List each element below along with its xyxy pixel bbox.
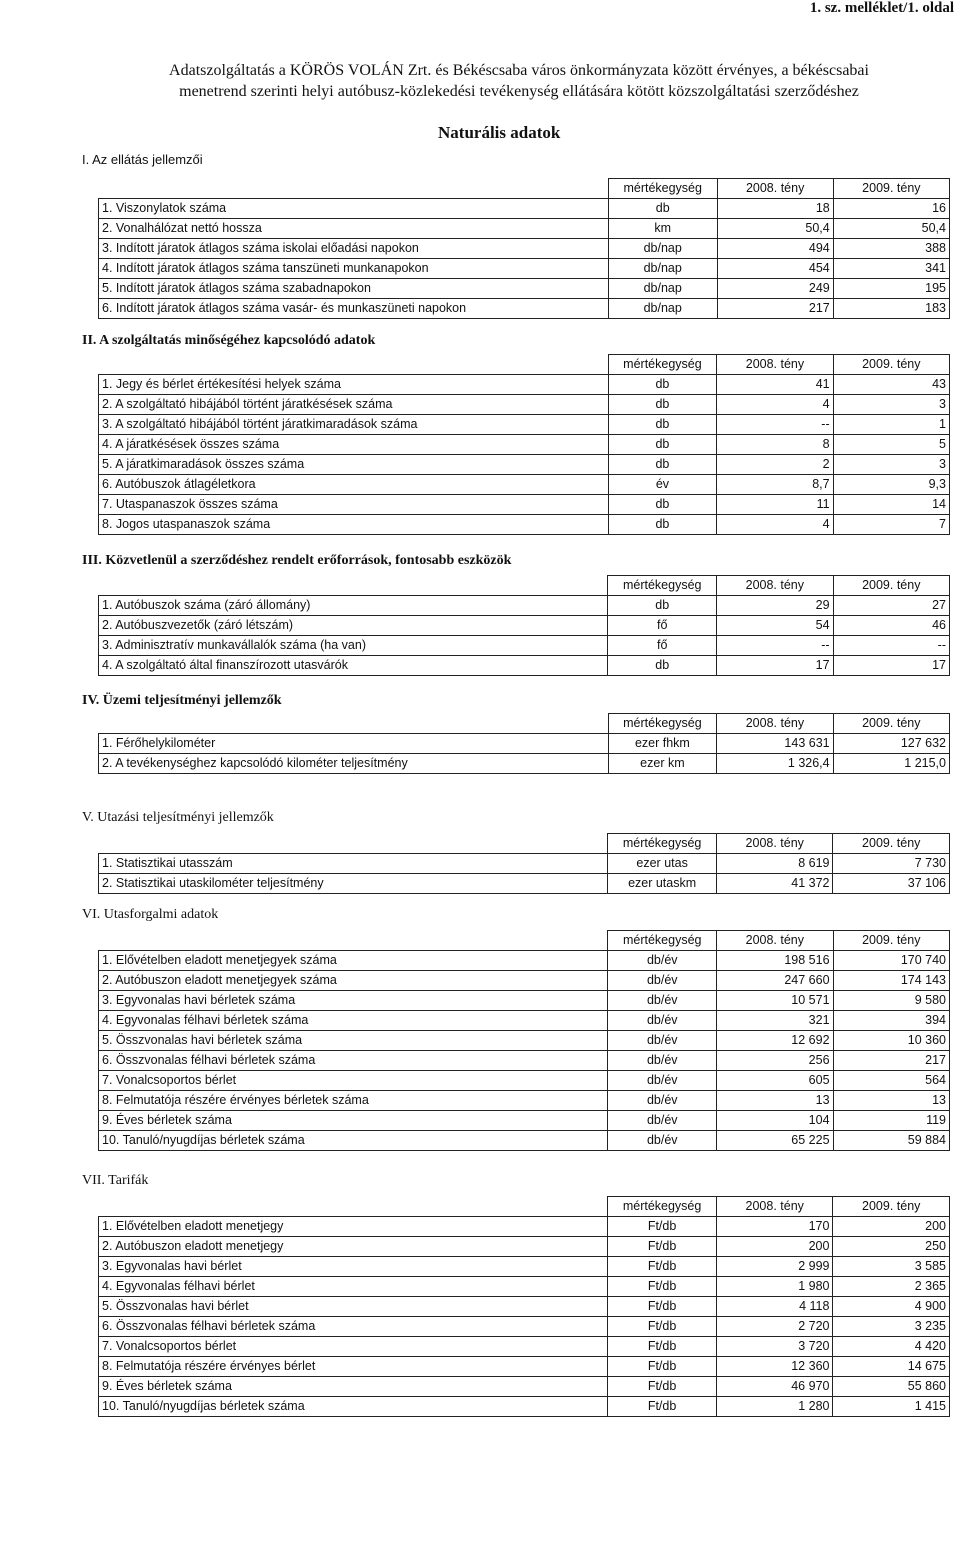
row-label: 3. Indított járatok átlagos száma iskolai előadási napokon xyxy=(99,239,609,259)
table-row xyxy=(99,971,950,991)
row-label: 5. Indított járatok átlagos száma szabadnapokon xyxy=(99,279,609,299)
header-spacer xyxy=(99,355,609,375)
value-2008: 10 571 xyxy=(717,991,833,1011)
header-unit: mértékegység xyxy=(608,576,717,596)
header-2008: 2008. tény xyxy=(717,179,833,199)
data-table xyxy=(98,1196,950,1417)
value-2009: 9,3 xyxy=(833,475,949,495)
value-2008: 12 360 xyxy=(716,1357,833,1377)
value-2008: 46 970 xyxy=(716,1377,833,1397)
row-label: 4. Egyvonalas félhavi bérlet xyxy=(99,1277,608,1297)
header-2008: 2008. tény xyxy=(717,576,833,596)
section-title: III. Közvetlenül a szerződéshez rendelt erőforrások, fontosabb eszközök xyxy=(82,553,512,568)
value-2008: 1 326,4 xyxy=(717,754,833,774)
table-header-row xyxy=(99,714,950,734)
row-unit: db xyxy=(608,455,717,475)
header-2009: 2009. tény xyxy=(833,714,949,734)
document-title xyxy=(84,60,954,102)
row-unit: db/év xyxy=(608,1111,717,1131)
row-label: 6. Összvonalas félhavi bérletek száma xyxy=(99,1317,608,1337)
header-2008: 2008. tény xyxy=(717,355,833,375)
row-unit: db/nap xyxy=(608,299,717,319)
table-row xyxy=(99,874,950,894)
value-2008: 454 xyxy=(717,259,833,279)
value-2008: 8 xyxy=(717,435,833,455)
value-2009: 9 580 xyxy=(833,991,949,1011)
value-2009: 217 xyxy=(833,1051,949,1071)
row-unit: db/nap xyxy=(608,239,717,259)
table-row xyxy=(99,279,950,299)
row-label: 9. Éves bérletek száma xyxy=(99,1377,608,1397)
table-row xyxy=(99,415,950,435)
header-spacer xyxy=(99,931,608,951)
row-unit: db/év xyxy=(608,1011,717,1031)
header-spacer xyxy=(99,576,608,596)
data-table xyxy=(98,930,950,1151)
row-unit: Ft/db xyxy=(608,1397,717,1417)
table-row xyxy=(99,1217,950,1237)
header-2009: 2009. tény xyxy=(833,1197,950,1217)
row-unit: db xyxy=(608,415,717,435)
table-row xyxy=(99,475,950,495)
table-row xyxy=(99,1277,950,1297)
value-2008: 256 xyxy=(717,1051,833,1071)
value-2008: 4 xyxy=(717,515,833,535)
value-2009: 46 xyxy=(833,616,949,636)
data-table xyxy=(98,575,950,676)
table-row xyxy=(99,299,950,319)
row-label: 7. Vonalcsoportos bérlet xyxy=(99,1071,608,1091)
value-2009: 16 xyxy=(833,199,949,219)
value-2008: 2 720 xyxy=(716,1317,833,1337)
row-label: 10. Tanuló/nyugdíjas bérletek száma xyxy=(99,1131,608,1151)
table-row xyxy=(99,199,950,219)
title-line-2: menetrend szerinti helyi autóbusz-közlekedési tevékenység ellátására kötött közszolgáltatási szerződéshez xyxy=(179,83,859,100)
header-unit: mértékegység xyxy=(608,834,717,854)
value-2008: 143 631 xyxy=(717,734,833,754)
header-2008: 2008. tény xyxy=(716,1197,833,1217)
header-2009: 2009. tény xyxy=(833,931,949,951)
table-row xyxy=(99,854,950,874)
table-row xyxy=(99,1091,950,1111)
data-table xyxy=(98,713,950,774)
row-unit: fő xyxy=(608,636,717,656)
table-row xyxy=(99,259,950,279)
header-2009: 2009. tény xyxy=(833,355,949,375)
row-unit: db xyxy=(608,435,717,455)
value-2008: 4 118 xyxy=(716,1297,833,1317)
row-label: 2. A tevékenységhez kapcsolódó kilométer teljesítmény xyxy=(99,754,609,774)
row-unit: Ft/db xyxy=(608,1217,717,1237)
value-2008: 29 xyxy=(717,596,833,616)
value-2009: 200 xyxy=(833,1217,950,1237)
row-label: 1. Viszonylatok száma xyxy=(99,199,609,219)
value-2008: 200 xyxy=(716,1237,833,1257)
row-label: 1. Jegy és bérlet értékesítési helyek száma xyxy=(99,375,609,395)
row-label: 6. Autóbuszok átlagéletkora xyxy=(99,475,609,495)
row-unit: db/év xyxy=(608,1091,717,1111)
table-row xyxy=(99,636,950,656)
value-2009: 1 215,0 xyxy=(833,754,949,774)
row-label: 6. Összvonalas félhavi bérletek száma xyxy=(99,1051,608,1071)
value-2008: 2 999 xyxy=(716,1257,833,1277)
table-row xyxy=(99,1111,950,1131)
data-table xyxy=(98,833,950,894)
row-label: 4. A szolgáltató által finanszírozott utasvárók xyxy=(99,656,608,676)
row-label: 8. Felmutatója részére érvényes bérletek száma xyxy=(99,1091,608,1111)
value-2009: 119 xyxy=(833,1111,949,1131)
table-row xyxy=(99,1297,950,1317)
data-table xyxy=(98,178,950,319)
value-2008: 8 619 xyxy=(717,854,833,874)
table-row xyxy=(99,1051,950,1071)
row-label: 4. A járatkésések összes száma xyxy=(99,435,609,455)
row-unit: ezer utas xyxy=(608,854,717,874)
value-2008: -- xyxy=(717,636,833,656)
header-unit: mértékegység xyxy=(608,931,717,951)
row-unit: ezer utaskm xyxy=(608,874,717,894)
row-label: 4. Egyvonalas félhavi bérletek száma xyxy=(99,1011,608,1031)
row-label: 2. Vonalhálózat nettó hossza xyxy=(99,219,609,239)
value-2009: 13 xyxy=(833,1091,949,1111)
row-label: 1. Elővételben eladott menetjegy xyxy=(99,1217,608,1237)
header-unit: mértékegység xyxy=(608,355,717,375)
header-2008: 2008. tény xyxy=(717,834,833,854)
row-label: 3. A szolgáltató hibájából történt járatkimaradások száma xyxy=(99,415,609,435)
header-2008: 2008. tény xyxy=(717,714,833,734)
row-label: 6. Indított járatok átlagos száma vasár- és munkaszüneti napokon xyxy=(99,299,609,319)
row-unit: ezer km xyxy=(608,754,717,774)
row-unit: db/év xyxy=(608,1071,717,1091)
value-2009: 50,4 xyxy=(833,219,949,239)
row-unit: db xyxy=(608,395,717,415)
value-2008: 3 720 xyxy=(716,1337,833,1357)
table-row xyxy=(99,1131,950,1151)
table-row xyxy=(99,239,950,259)
value-2009: 55 860 xyxy=(833,1377,950,1397)
row-label: 10. Tanuló/nyugdíjas bérletek száma xyxy=(99,1397,608,1417)
value-2008: 170 xyxy=(716,1217,833,1237)
row-unit: Ft/db xyxy=(608,1257,717,1277)
table-row xyxy=(99,596,950,616)
value-2009: 27 xyxy=(833,596,949,616)
value-2009: 394 xyxy=(833,1011,949,1031)
row-label: 2. Statisztikai utaskilométer teljesítmény xyxy=(99,874,608,894)
row-label: 1. Statisztikai utasszám xyxy=(99,854,608,874)
value-2008: 65 225 xyxy=(717,1131,833,1151)
value-2008: 41 372 xyxy=(717,874,833,894)
table-header-row xyxy=(99,834,950,854)
header-2008: 2008. tény xyxy=(717,931,833,951)
table-row xyxy=(99,656,950,676)
row-unit: db/nap xyxy=(608,259,717,279)
row-label: 2. Autóbuszon eladott menetjegy xyxy=(99,1237,608,1257)
value-2009: 3 585 xyxy=(833,1257,950,1277)
row-label: 2. Autóbuszon eladott menetjegyek száma xyxy=(99,971,608,991)
page-heading: Naturális adatok xyxy=(438,123,561,142)
table-row xyxy=(99,1257,950,1277)
row-label: 3. Egyvonalas havi bérletek száma xyxy=(99,991,608,1011)
value-2008: 54 xyxy=(717,616,833,636)
table-row xyxy=(99,1357,950,1377)
table-row xyxy=(99,1377,950,1397)
table-row xyxy=(99,1011,950,1031)
row-unit: db xyxy=(608,515,717,535)
value-2008: 41 xyxy=(717,375,833,395)
table-row xyxy=(99,1031,950,1051)
title-line-1: Adatszolgáltatás a KÖRÖS VOLÁN Zrt. és Békéscsaba város önkormányzata között érvényes, a békéscsabai xyxy=(169,62,869,79)
value-2008: 321 xyxy=(717,1011,833,1031)
table-row xyxy=(99,616,950,636)
row-unit: Ft/db xyxy=(608,1237,717,1257)
value-2008: 1 280 xyxy=(716,1397,833,1417)
value-2009: 3 xyxy=(833,455,949,475)
row-label: 5. A járatkimaradások összes száma xyxy=(99,455,609,475)
data-table xyxy=(98,354,950,535)
header-unit: mértékegység xyxy=(608,179,717,199)
value-2008: -- xyxy=(717,415,833,435)
value-2008: 11 xyxy=(717,495,833,515)
row-unit: Ft/db xyxy=(608,1377,717,1397)
row-unit: km xyxy=(608,219,717,239)
header-unit: mértékegység xyxy=(608,1197,717,1217)
row-label: 4. Indított járatok átlagos száma tanszüneti munkanapokon xyxy=(99,259,609,279)
row-unit: db/év xyxy=(608,1031,717,1051)
row-unit: db/év xyxy=(608,971,717,991)
section-title: II. A szolgáltatás minőségéhez kapcsolódó adatok xyxy=(82,333,376,348)
row-unit: fő xyxy=(608,616,717,636)
value-2009: 388 xyxy=(833,239,949,259)
table-row xyxy=(99,734,950,754)
header-2009: 2009. tény xyxy=(833,576,949,596)
row-unit: Ft/db xyxy=(608,1317,717,1337)
table-header-row xyxy=(99,355,950,375)
value-2009: 37 106 xyxy=(833,874,950,894)
value-2008: 18 xyxy=(717,199,833,219)
value-2009: 170 740 xyxy=(833,951,949,971)
value-2008: 12 692 xyxy=(717,1031,833,1051)
table-row xyxy=(99,754,950,774)
value-2009: 43 xyxy=(833,375,949,395)
row-unit: Ft/db xyxy=(608,1277,717,1297)
value-2008: 494 xyxy=(717,239,833,259)
table-row xyxy=(99,1237,950,1257)
header-spacer xyxy=(99,834,608,854)
table-header-row xyxy=(99,1197,950,1217)
value-2009: 174 143 xyxy=(833,971,949,991)
table-row xyxy=(99,1317,950,1337)
value-2008: 1 980 xyxy=(716,1277,833,1297)
table-row xyxy=(99,435,950,455)
value-2008: 50,4 xyxy=(717,219,833,239)
value-2009: 341 xyxy=(833,259,949,279)
value-2009: 3 xyxy=(833,395,949,415)
row-unit: db/év xyxy=(608,1051,717,1071)
value-2009: 1 xyxy=(833,415,949,435)
value-2009: 14 xyxy=(833,495,949,515)
value-2009: 3 235 xyxy=(833,1317,950,1337)
section-title: V. Utazási teljesítményi jellemzők xyxy=(82,810,274,825)
row-unit: db xyxy=(608,199,717,219)
table-row xyxy=(99,219,950,239)
table-row xyxy=(99,375,950,395)
row-unit: Ft/db xyxy=(608,1337,717,1357)
header-spacer xyxy=(99,1197,608,1217)
section-title: I. Az ellátás jellemzői xyxy=(82,152,203,167)
value-2009: -- xyxy=(833,636,949,656)
row-unit: db/nap xyxy=(608,279,717,299)
value-2009: 4 900 xyxy=(833,1297,950,1317)
value-2008: 104 xyxy=(717,1111,833,1131)
table-row xyxy=(99,991,950,1011)
row-label: 7. Vonalcsoportos bérlet xyxy=(99,1337,608,1357)
row-label: 5. Összvonalas havi bérletek száma xyxy=(99,1031,608,1051)
attachment-note: 1. sz. melléklet/1. oldal xyxy=(809,0,954,16)
section-title: IV. Üzemi teljesítményi jellemzők xyxy=(82,693,282,708)
table-row xyxy=(99,1071,950,1091)
value-2009: 2 365 xyxy=(833,1277,950,1297)
value-2009: 17 xyxy=(833,656,949,676)
value-2008: 8,7 xyxy=(717,475,833,495)
header-2009: 2009. tény xyxy=(833,834,950,854)
table-row xyxy=(99,1397,950,1417)
table-row xyxy=(99,1337,950,1357)
row-unit: db xyxy=(608,656,717,676)
row-unit: db/év xyxy=(608,951,717,971)
row-label: 1. Férőhelykilométer xyxy=(99,734,609,754)
row-label: 7. Utaspanaszok összes száma xyxy=(99,495,609,515)
row-label: 5. Összvonalas havi bérlet xyxy=(99,1297,608,1317)
row-label: 3. Egyvonalas havi bérlet xyxy=(99,1257,608,1277)
table-header-row xyxy=(99,576,950,596)
value-2008: 247 660 xyxy=(717,971,833,991)
row-label: 2. Autóbuszvezetők (záró létszám) xyxy=(99,616,608,636)
row-label: 9. Éves bérletek száma xyxy=(99,1111,608,1131)
row-unit: db xyxy=(608,495,717,515)
header-2009: 2009. tény xyxy=(833,179,949,199)
row-label: 1. Elővételben eladott menetjegyek száma xyxy=(99,951,608,971)
header-spacer xyxy=(99,179,609,199)
table-row xyxy=(99,515,950,535)
table-row xyxy=(99,951,950,971)
value-2008: 17 xyxy=(717,656,833,676)
row-unit: Ft/db xyxy=(608,1357,717,1377)
value-2009: 250 xyxy=(833,1237,950,1257)
header-spacer xyxy=(99,714,609,734)
value-2009: 5 xyxy=(833,435,949,455)
row-unit: db/év xyxy=(608,1131,717,1151)
section-title: VI. Utasforgalmi adatok xyxy=(82,907,219,922)
row-unit: év xyxy=(608,475,717,495)
value-2009: 564 xyxy=(833,1071,949,1091)
row-unit: db xyxy=(608,596,717,616)
row-unit: Ft/db xyxy=(608,1297,717,1317)
row-unit: db/év xyxy=(608,991,717,1011)
value-2009: 195 xyxy=(833,279,949,299)
value-2009: 127 632 xyxy=(833,734,949,754)
value-2009: 14 675 xyxy=(833,1357,950,1377)
table-row xyxy=(99,395,950,415)
value-2008: 249 xyxy=(717,279,833,299)
value-2009: 10 360 xyxy=(833,1031,949,1051)
value-2009: 4 420 xyxy=(833,1337,950,1357)
value-2008: 4 xyxy=(717,395,833,415)
value-2008: 198 516 xyxy=(717,951,833,971)
row-label: 8. Felmutatója részére érvényes bérlet xyxy=(99,1357,608,1377)
row-unit: db xyxy=(608,375,717,395)
value-2008: 217 xyxy=(717,299,833,319)
value-2009: 59 884 xyxy=(833,1131,949,1151)
row-unit: ezer fhkm xyxy=(608,734,717,754)
value-2008: 605 xyxy=(717,1071,833,1091)
table-header-row xyxy=(99,931,950,951)
value-2008: 2 xyxy=(717,455,833,475)
row-label: 3. Adminisztratív munkavállalók száma (ha van) xyxy=(99,636,608,656)
value-2009: 183 xyxy=(833,299,949,319)
row-label: 1. Autóbuszok száma (záró állomány) xyxy=(99,596,608,616)
value-2008: 13 xyxy=(717,1091,833,1111)
section-title: VII. Tarifák xyxy=(82,1173,149,1188)
value-2009: 7 730 xyxy=(833,854,950,874)
value-2009: 7 xyxy=(833,515,949,535)
table-row xyxy=(99,495,950,515)
table-header-row xyxy=(99,179,950,199)
value-2009: 1 415 xyxy=(833,1397,950,1417)
header-unit: mértékegység xyxy=(608,714,717,734)
row-label: 2. A szolgáltató hibájából történt járatkésések száma xyxy=(99,395,609,415)
table-row xyxy=(99,455,950,475)
row-label: 8. Jogos utaspanaszok száma xyxy=(99,515,609,535)
